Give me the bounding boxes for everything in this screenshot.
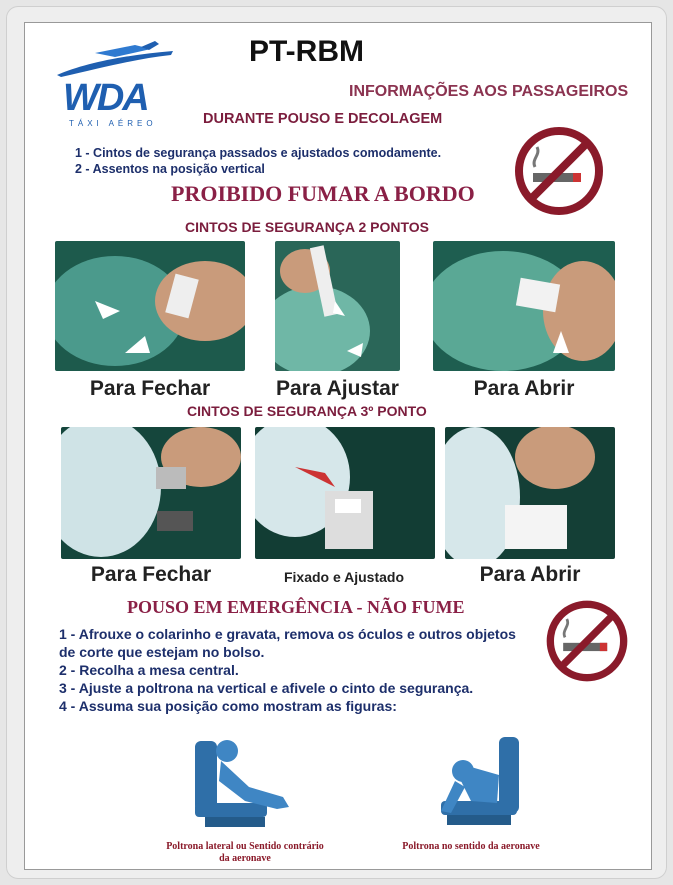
emergency-heading: POUSO EM EMERGÊNCIA - NÃO FUME — [127, 597, 465, 617]
emergency-list — [59, 625, 519, 715]
info-title: INFORMAÇÕES AOS PASSAGEIROS — [349, 83, 629, 100]
belt3-close-photo — [61, 427, 241, 559]
safety-card — [24, 22, 652, 870]
registration-title: PT-RBM — [249, 35, 364, 68]
belt3-caption-close: Para Fechar — [90, 563, 212, 586]
takeoff-heading: DURANTE POUSO E DECOLAGEM — [203, 111, 443, 127]
belt3-open-photo — [445, 427, 615, 559]
logo-subtitle: TÁXI AÉREO — [69, 119, 157, 128]
no-smoking-heading: PROIBIDO FUMAR A BORDO — [171, 181, 475, 206]
takeoff-item: 2 - Assentos na posição vertical — [75, 162, 265, 176]
belt3-caption-open: Para Abrir — [479, 563, 581, 586]
seat-brace-icon — [411, 731, 531, 837]
no-smoking-icon — [511, 123, 607, 219]
seat-caption-forward: Poltrona no sentido da aeronave — [402, 841, 540, 852]
belt2-caption-adjust: Para Ajustar — [276, 377, 399, 400]
belt2-close-photo — [55, 241, 245, 371]
logo-text: WDA — [63, 77, 148, 119]
emergency-item: 2 - Recolha a mesa central. — [59, 662, 239, 678]
belt3-heading: CINTOS DE SEGURANÇA 3º PONTO — [187, 403, 427, 419]
emergency-item: 3 - Ajuste a poltrona na vertical e afivele o cinto de segurança. — [59, 680, 474, 696]
emergency-item: 4 - Assuma sua posição como mostram as figuras: — [59, 698, 397, 714]
emergency-item: 1 - Afrouxe o colarinho e gravata, remova os óculos e outros objetos de corte que estejam no bolso. — [59, 626, 516, 660]
belt2-adjust-photo — [275, 241, 400, 371]
takeoff-list — [75, 145, 515, 177]
seat-caption-lateral: Poltrona lateral ou Sentido contrário da aeronave — [166, 841, 324, 864]
belt3-caption-fixed: Fixado e Ajustado — [283, 569, 405, 585]
belt2-caption-open: Para Abrir — [473, 377, 575, 400]
belt2-heading: CINTOS DE SEGURANÇA 2 PONTOS — [185, 219, 430, 235]
seat-brace-icon — [185, 731, 305, 837]
belt3-fixed-photo — [255, 427, 435, 559]
no-smoking-icon — [543, 597, 631, 685]
airplane-logo-icon — [55, 41, 175, 81]
takeoff-item: 1 - Cintos de segurança passados e ajustados comodamente. — [75, 146, 442, 160]
belt2-open-photo — [433, 241, 615, 371]
belt2-caption-close: Para Fechar — [89, 377, 211, 400]
